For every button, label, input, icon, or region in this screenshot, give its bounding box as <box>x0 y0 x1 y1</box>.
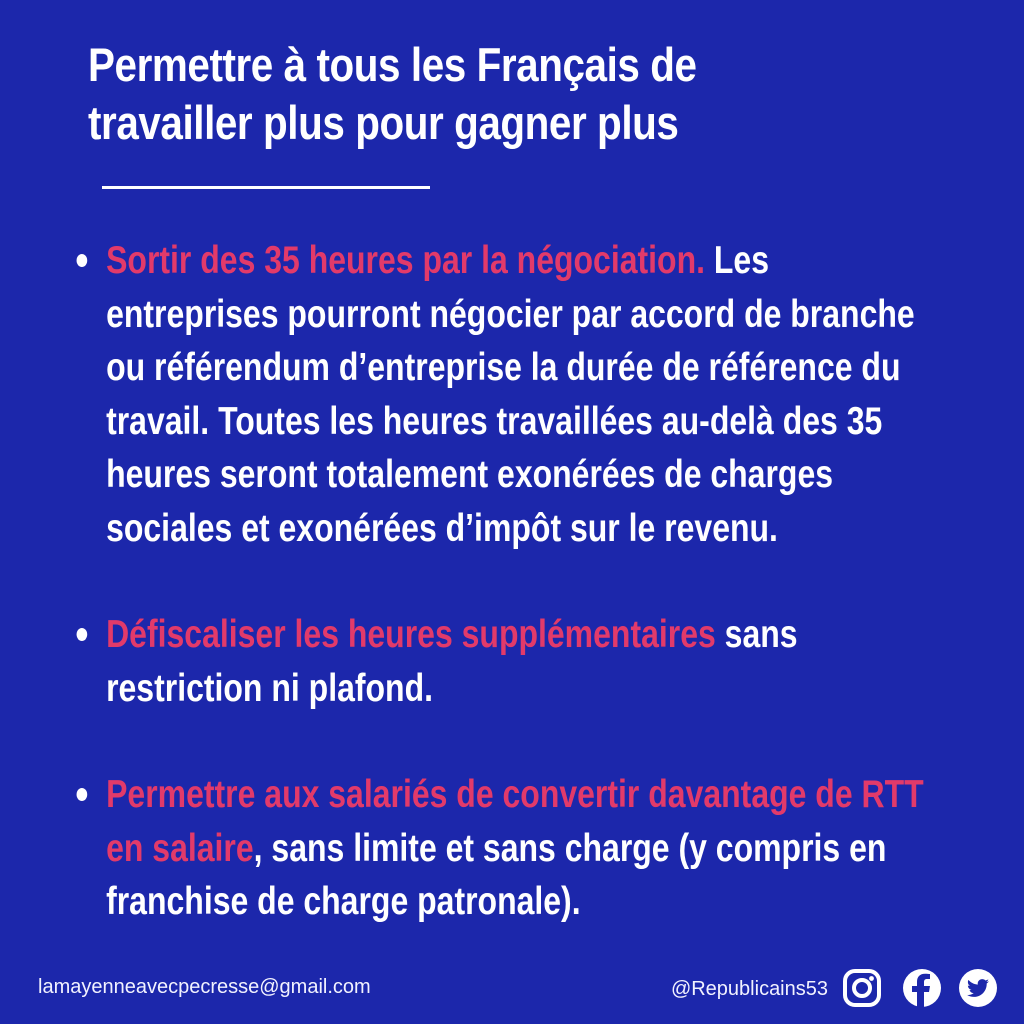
bullet-item <box>70 768 939 929</box>
social-handle[interactable]: @Republicains53 <box>670 978 828 1000</box>
title-line-2: travailler plus pour gagner plus <box>88 96 679 149</box>
title-line-1: Permettre à tous les Français de <box>88 38 697 91</box>
bullet-highlight: Sortir des 35 heures par la négociation. <box>106 239 706 282</box>
bullet-dot-icon <box>77 254 88 267</box>
twitter-icon[interactable] <box>958 968 998 1008</box>
instagram-icon[interactable] <box>842 968 882 1008</box>
bullet-item <box>70 608 939 715</box>
bullet-text: Les entreprises pourront négocier par accord de branche ou référendum d’entreprise la durée de référence du travail. Toutes les heures travaillées au-delà des 35 heures seront totalement exonérées de charges sociales et exonérées d’impôt sur le revenu. <box>106 239 915 550</box>
page-title <box>88 36 845 152</box>
bullet-dot-icon <box>77 628 88 641</box>
bullet-text: sans restriction ni plafond. <box>106 613 798 710</box>
facebook-icon[interactable] <box>902 968 942 1008</box>
bullet-highlight: Permettre aux salariés de convertir davantage de RTT en salaire <box>106 773 924 870</box>
bullet-list <box>70 234 939 929</box>
contact-email[interactable]: lamayenneavecpecresse@gmail.com <box>38 976 371 998</box>
bullet-item <box>70 234 939 555</box>
bullet-highlight: Défiscaliser les heures supplémentaires <box>106 613 716 656</box>
bullet-dot-icon <box>77 788 88 801</box>
title-divider <box>102 186 430 189</box>
bullet-text: , sans limite et sans charge (y compris en franchise de charge patronale). <box>106 826 887 923</box>
